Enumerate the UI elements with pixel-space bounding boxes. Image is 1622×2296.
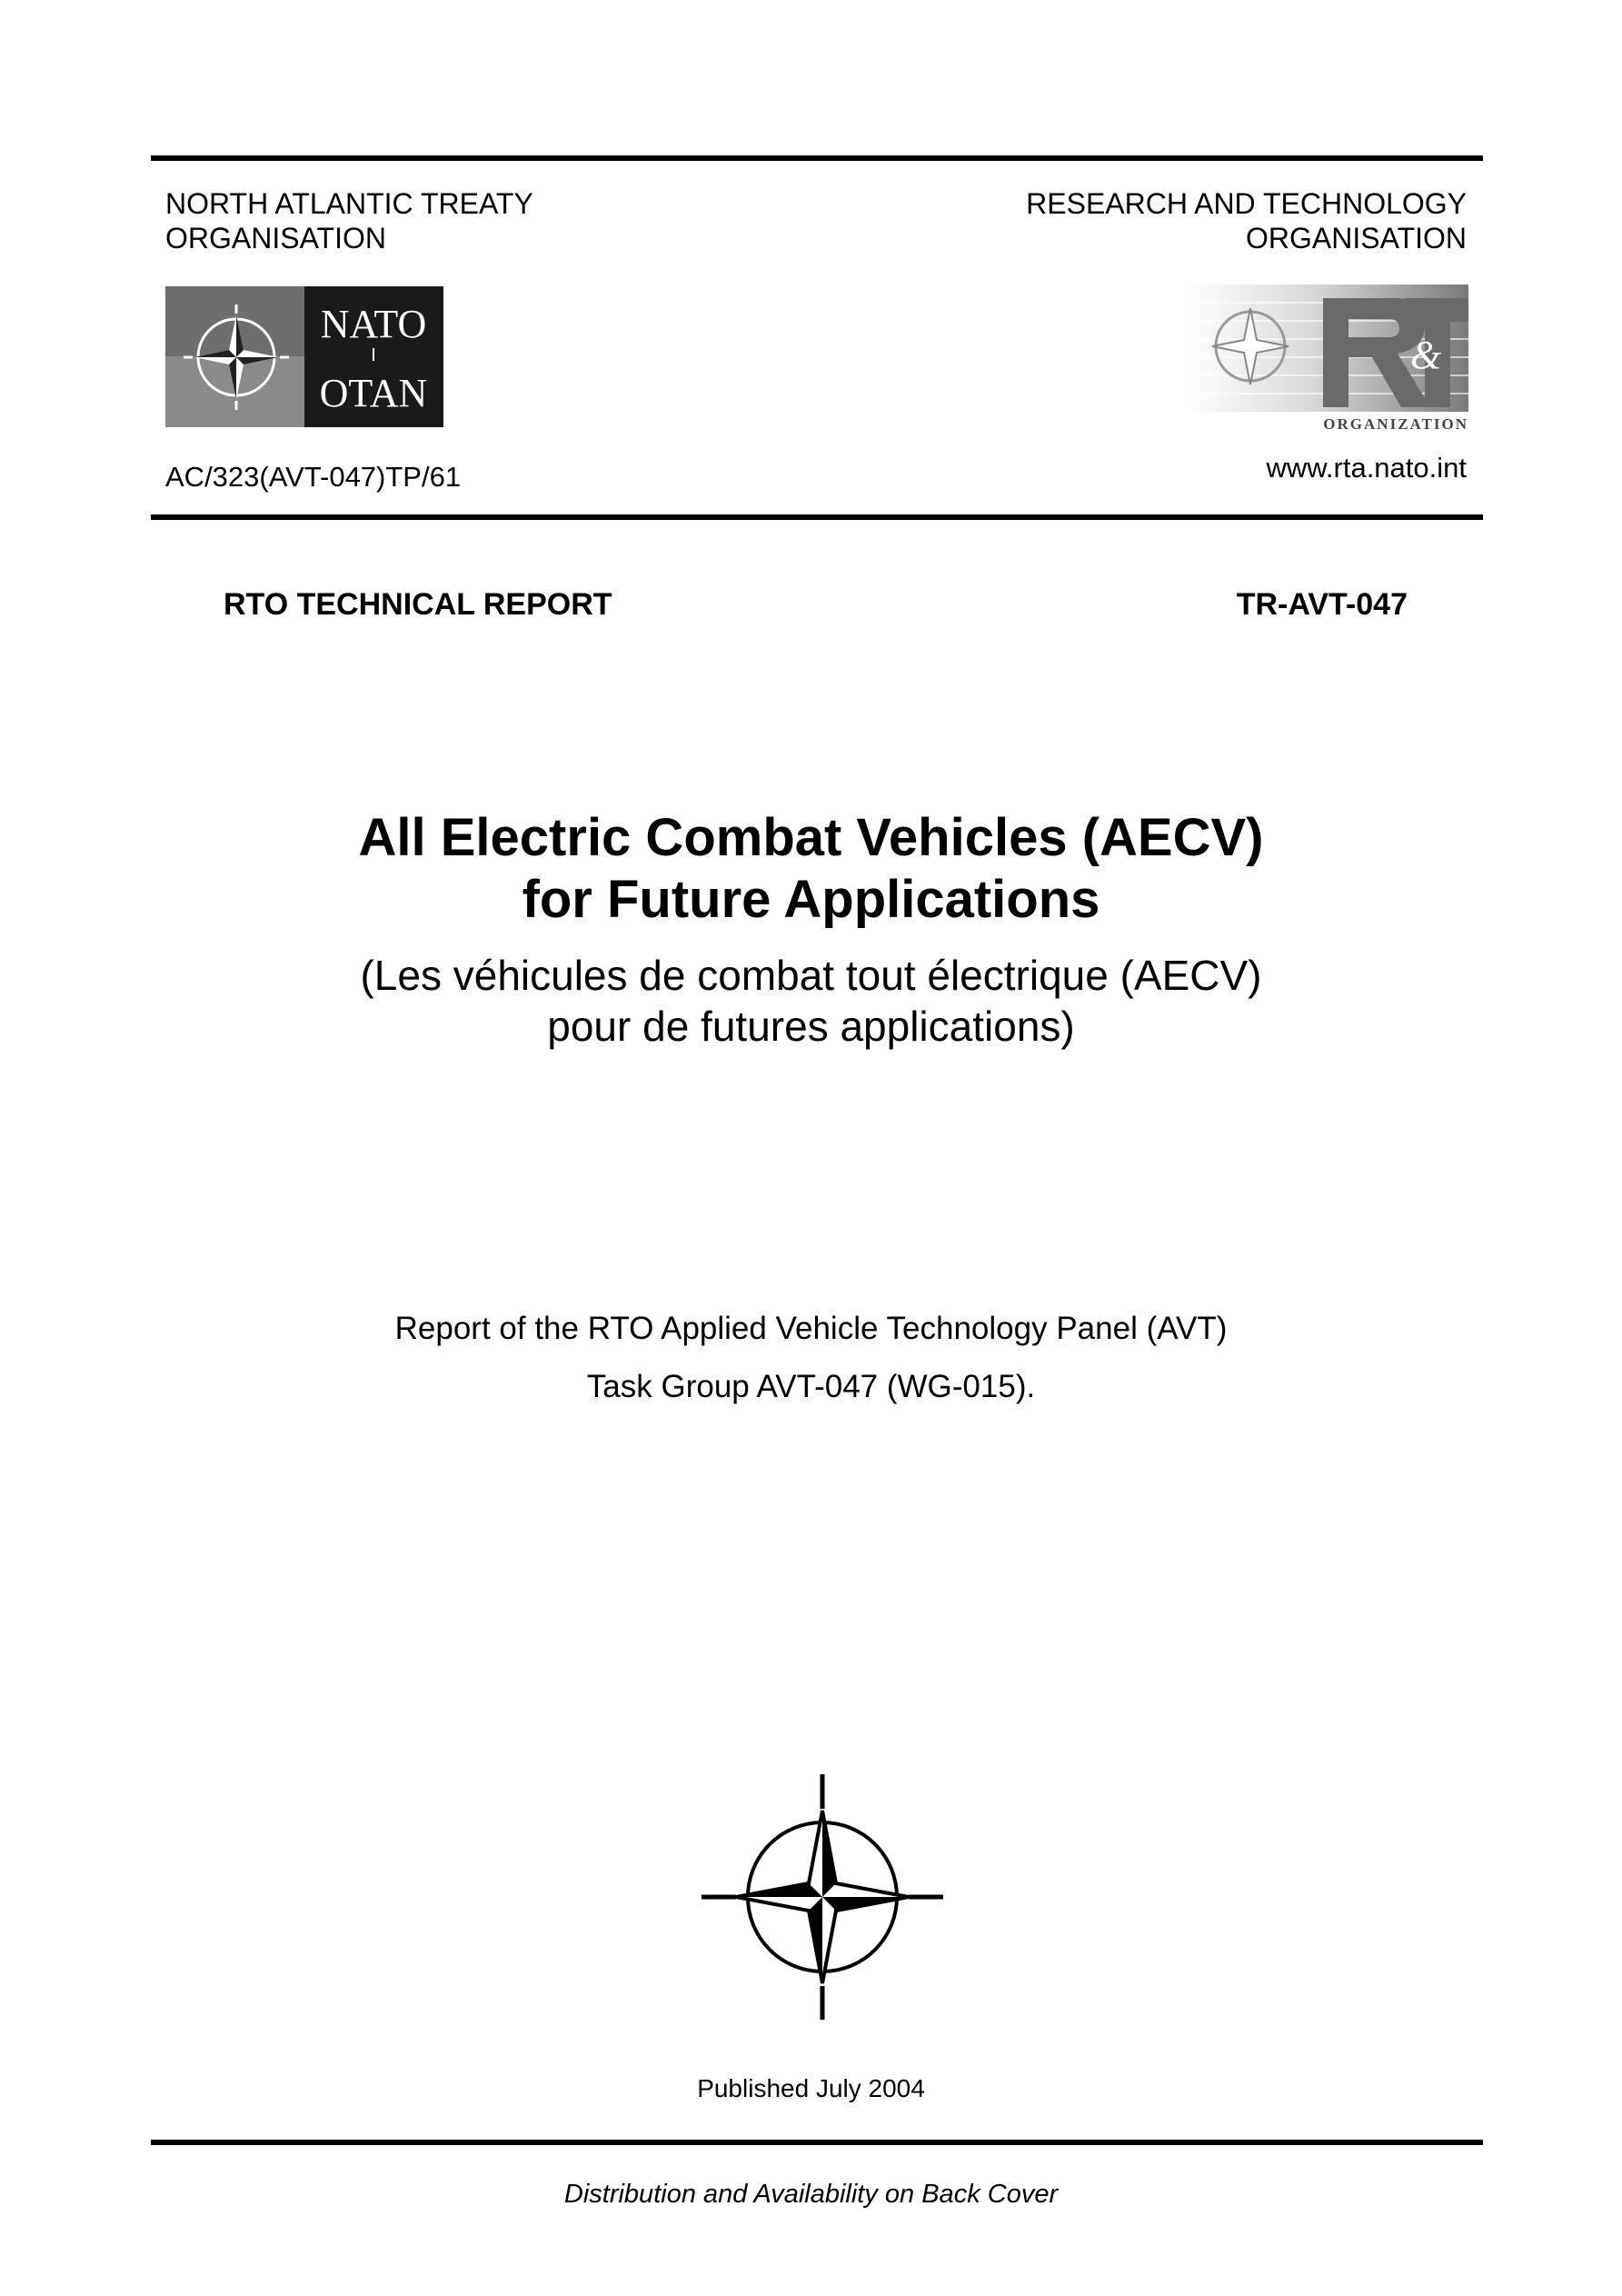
publication-date: Published July 2004 [697, 2074, 925, 2102]
report-number: TR-AVT-047 [1236, 587, 1408, 622]
document-code: AC/323(AVT-047)TP/61 [165, 461, 462, 493]
report-type-label: RTO TECHNICAL REPORT [224, 587, 612, 622]
website-url: www.rta.nato.int [1266, 452, 1467, 484]
nato-compass-star-icon [700, 1772, 945, 2022]
rt-organization-logo [1187, 285, 1468, 432]
english-title-line-1: All Electric Combat Vehicles (AECV) [358, 808, 1264, 867]
top-rule [151, 155, 1483, 161]
ampersand-glyph: & [1410, 333, 1442, 377]
rto-name-line-1: RESEARCH AND TECHNOLOGY [1026, 187, 1467, 220]
footer-rule [151, 2140, 1483, 2145]
rt-logo-organization-text: ORGANIZATION [1323, 415, 1468, 432]
org-name-line-2: ORGANISATION [165, 222, 386, 255]
distribution-note: Distribution and Availability on Back Cover [563, 2180, 1059, 2209]
french-title [0, 950, 1622, 1052]
nato-logo-word: NATO [320, 302, 427, 346]
panel-line-1: Report of the RTO Applied Vehicle Technology Panel (AVT) [394, 1311, 1228, 1346]
org-name-line-1: NORTH ATLANTIC TREATY [165, 187, 533, 220]
french-title-line-2: pour de futures applications) [547, 1003, 1075, 1050]
header-bottom-rule [151, 514, 1483, 520]
otan-logo-word: OTAN [319, 371, 428, 415]
rto-name-line-2: ORGANISATION [1246, 222, 1467, 255]
french-title-line-1: (Les véhicules de combat tout électrique (AECV) [360, 952, 1262, 999]
nato-org-name [165, 186, 533, 255]
english-title-line-2: for Future Applications [522, 870, 1100, 929]
nato-otan-logo [165, 286, 443, 427]
panel-line-2: Task Group AVT-047 (WG-015). [586, 1369, 1036, 1404]
english-title [0, 807, 1622, 931]
rto-org-name [1026, 186, 1467, 255]
